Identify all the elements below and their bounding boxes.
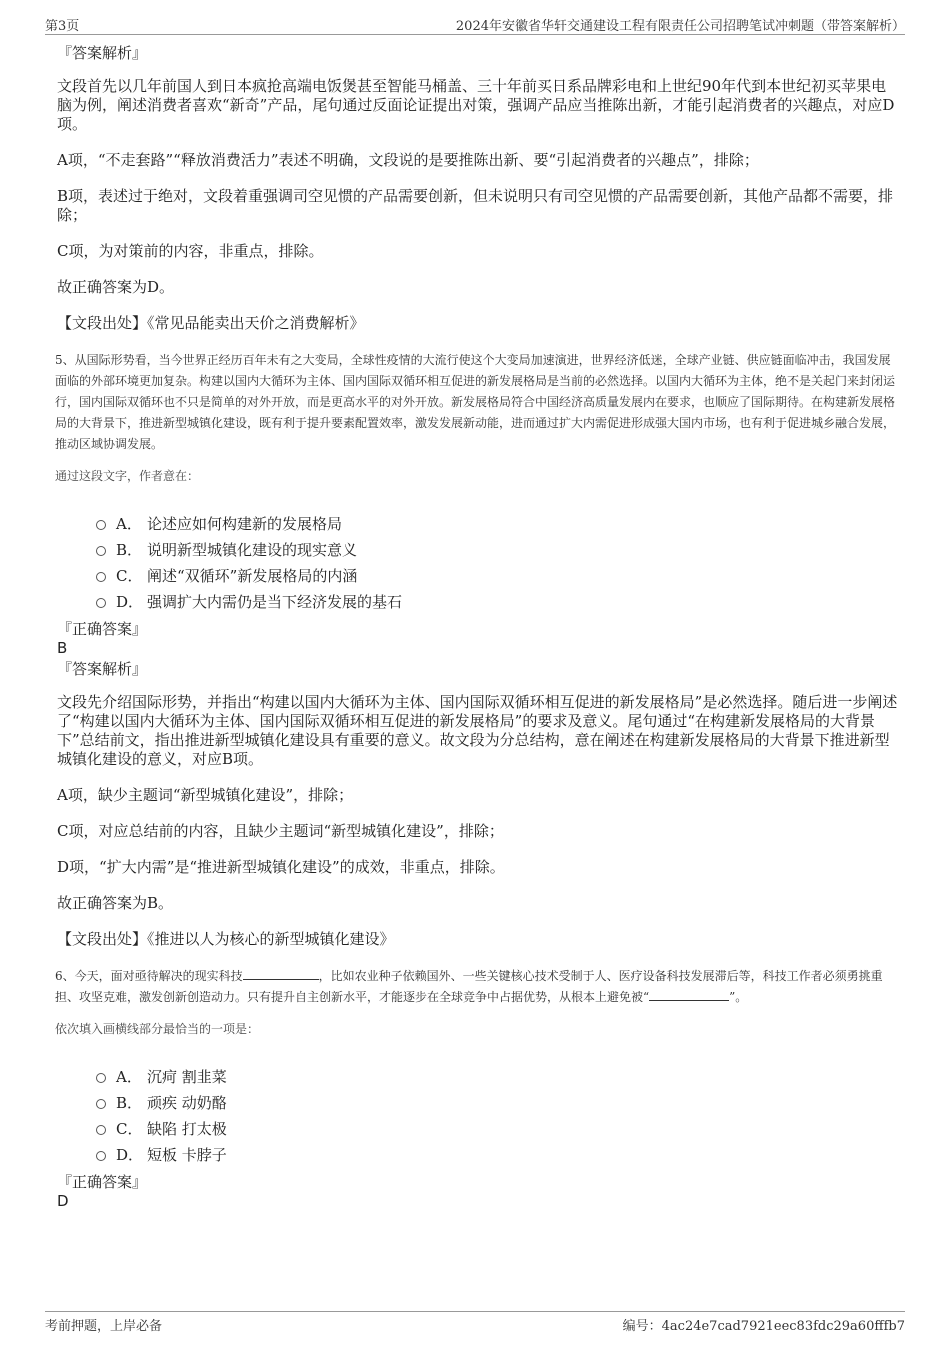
q4-conclusion: 故正确答案为D。 [57,278,175,296]
q6-option-a[interactable] [96,1063,898,1089]
footer-slogan: 考前押题，上岸必备 [45,1319,163,1334]
option-text: 说明新型城镇化建设的现实意义 [147,540,358,559]
option-text: 顽疾 动奶酪 [147,1093,227,1112]
q4-option-a-analysis: A项，“不走套路”“释放消费活力”表述不明确，文段说的是要推陈出新、要“引起消费者的兴趣点”，排除； [57,151,759,169]
radio-button-icon[interactable] [96,520,106,530]
q6-options [57,1063,898,1167]
q5-option-d[interactable] [96,588,898,614]
q4-source: 【文段出处】《常见品能卖出天价之消费解析》 [57,314,365,332]
fill-blank-1 [243,967,319,980]
option-text: 阐述“双循环”新发展格局的内涵 [147,566,358,585]
q6-stem [55,966,898,1008]
q6-option-b[interactable] [96,1089,898,1115]
q5-answer-value: B [57,639,68,657]
radio-button-icon[interactable] [96,598,106,608]
option-letter: B． [116,540,143,559]
radio-button-icon[interactable] [96,1125,106,1135]
q5-option-d-analysis: D项，“扩大内需”是“推进新型城镇化建设”的成效，非重点，排除。 [57,858,505,876]
option-text: 论述应如何构建新的发展格局 [147,514,343,533]
q5-question: 通过这段文字，作者意在： [55,469,200,483]
q6-option-d[interactable] [96,1141,898,1167]
q5-stem: 5、从国际形势看，当今世界正经历百年未有之大变局，全球性疫情的大流行使这个大变局加速演进，世界经济低迷，全球产业链、供应链面临冲击，我国发展面临的外部环境更加复杂。构建以国内大循环为主体、国内国际双循环相互促进的新发展格局是当前的必然选择。以国内大循环为主体，绝不是关起门来封闭运行，国内国际双循环也不只是简单的对外开放，而是更高水平的对外开放。新发展格局符合中国经济高质量发展内在要求，也顺应了国际期待。在构建新发展格局的大背景下，推进新型城镇化建设，既有利于提升要素配置效率，激发发展新动能，进而通过扩大内需促进形成强大国内市场，也有利于促进城乡融合发展，推动区域协调发展。 [55,353,896,451]
radio-button-icon[interactable] [96,546,106,556]
page-number: 第3页 [45,19,80,34]
q6-answer-value: D [57,1192,69,1210]
q5-option-a[interactable] [96,510,898,536]
q4-analysis-text: 文段首先以几年前国人到日本疯抢高端电饭煲甚至智能马桶盖、三十年前买日系品牌彩电和上世纪90年代到本世纪初买苹果电脑为例，阐述消费者喜欢“新奇”产品，尾句通过反面论证提出对策，强调产品应当推陈出新，才能引起消费者的兴趣点，对应D项。 [57,77,895,133]
q5-answer-label: 『正确答案』 [57,620,148,638]
q6-question: 依次填入画横线部分最恰当的一项是： [55,1022,260,1036]
q6-answer-block [57,1173,898,1211]
q4-analysis-label: 『答案解析』 [57,44,148,62]
q5-option-b[interactable] [96,536,898,562]
document-title: 2024年安徽省华轩交通建设工程有限责任公司招聘笔试冲刺题（带答案解析） [455,19,905,34]
q5-analysis-text: 文段先介绍国际形势，并指出“构建以国内大循环为主体、国内国际双循环相互促进的新发展格局”是必然选择。随后进一步阐述了“构建以国内大循环为主体、国内国际双循环相互促进的新发展格局”的要求及意义。尾句通过“在构建新发展格局的大背景下”总结前文，指出推进新型城镇化建设具有重要的意义。故文段为分总结构，意在阐述在构建新发展格局的大背景下推进新型城镇化建设的意义，对应B项。 [57,693,898,768]
option-letter: C． [116,1119,143,1138]
q5-answer-block [57,620,898,679]
page-footer [45,1311,905,1338]
document-id: 编号：4ac24e7cad7921eec83fdc29a60fffb7 [622,1319,905,1334]
q5-analysis-label: 『答案解析』 [57,660,148,678]
option-letter: B． [116,1093,143,1112]
q6-answer-label: 『正确答案』 [57,1173,148,1191]
option-text: 缺陷 打太极 [147,1119,227,1138]
radio-button-icon[interactable] [96,1099,106,1109]
q5-option-a-analysis: A项，缺少主题词“新型城镇化建设”，排除； [57,786,354,804]
q5-source: 【文段出处】《推进以人为核心的新型城镇化建设》 [57,930,395,948]
q6-stem-part-1: 6、今天，面对亟待解决的现实科技 [55,969,243,983]
option-text: 沉疴 割韭菜 [147,1067,227,1086]
option-text: 短板 卡脖子 [147,1145,227,1164]
page-header [45,14,905,35]
option-letter: A． [116,1067,142,1086]
q6-stem-part-2: ，比如农业种子依赖国外、一些关键核心技术受制于人、医疗设备科技发展滞后等，科技工作者必须勇挑重担、攻坚克难，激发创新创造动力。只有提升自主创新水平，才能逐步在全球竞争中占据优势，从根本上避免被“ [55,969,883,1004]
option-letter: D． [116,1145,144,1164]
option-letter: A． [116,514,142,533]
page-content [57,44,898,1213]
q4-option-b-analysis: B项，表述过于绝对，文段着重强调司空见惯的产品需要创新，但未说明只有司空见惯的产品需要创新，其他产品都不需要，排除； [57,187,894,224]
radio-button-icon[interactable] [96,1073,106,1083]
q5-option-c[interactable] [96,562,898,588]
q6-option-c[interactable] [96,1115,898,1141]
option-letter: C． [116,566,143,585]
fill-blank-2 [649,988,729,1001]
radio-button-icon[interactable] [96,572,106,582]
radio-button-icon[interactable] [96,1151,106,1161]
q6-stem-part-3: ”。 [729,990,748,1004]
q4-option-c-analysis: C项，为对策前的内容，非重点，排除。 [57,242,324,260]
q5-option-c-analysis: C项，对应总结前的内容，且缺少主题词“新型城镇化建设”，排除； [57,822,504,840]
q5-conclusion: 故正确答案为B。 [57,894,174,912]
q5-options [57,510,898,614]
option-letter: D． [116,592,144,611]
option-text: 强调扩大内需仍是当下经济发展的基石 [147,592,403,611]
